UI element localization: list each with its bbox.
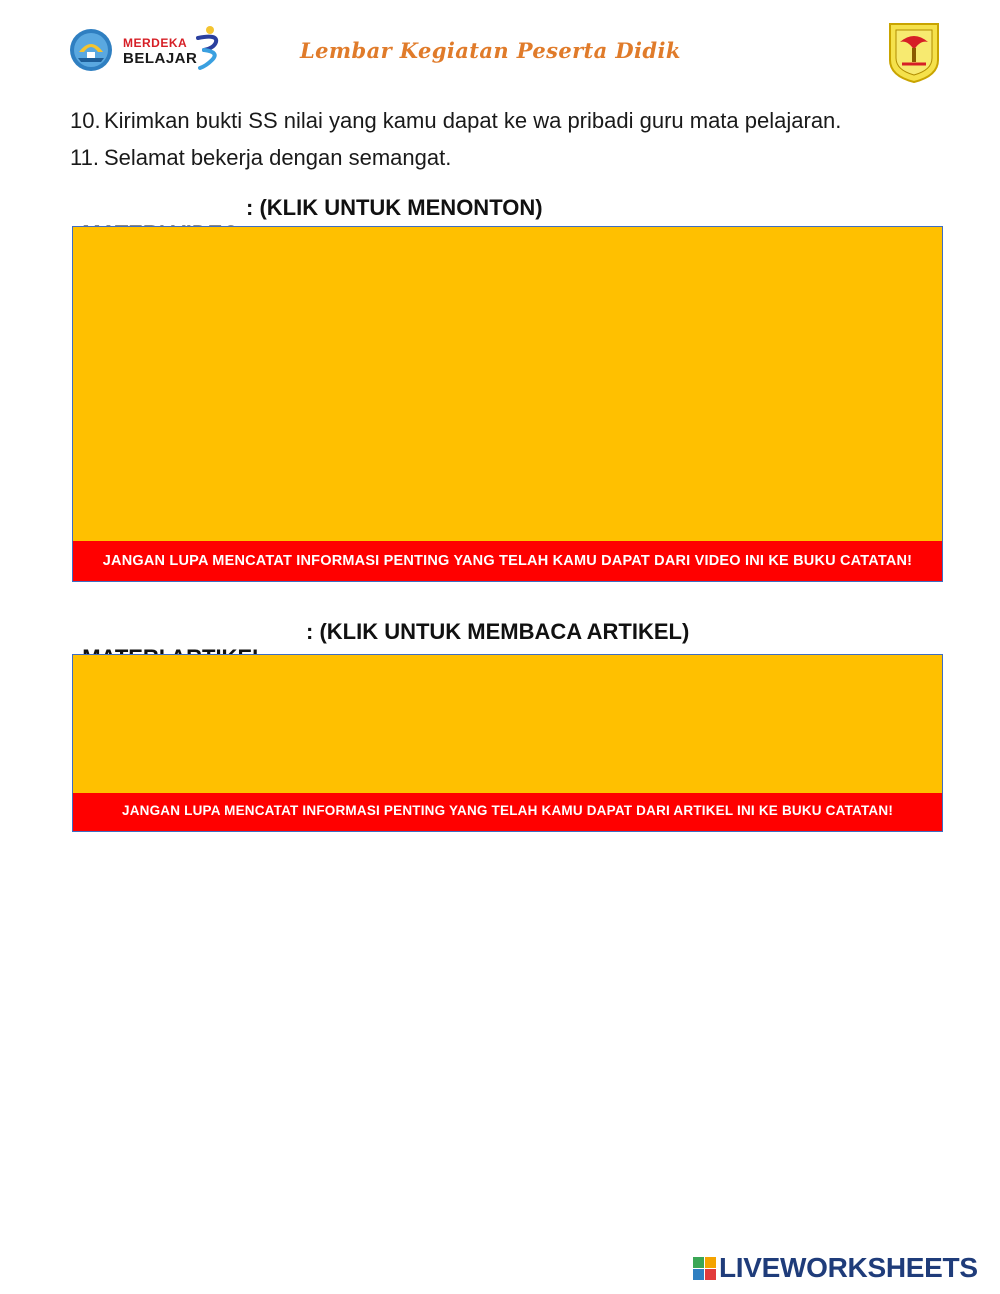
list-number: 11. [70, 145, 99, 170]
liveworksheets-icon [693, 1257, 716, 1280]
merdeka-text: MERDEKA [123, 36, 188, 50]
page-title: Lembar Kegiatan Peserta Didik [300, 38, 681, 63]
merdeka-belajar-wordmark [123, 36, 197, 66]
video-action-text: : (KLIK UNTUK MENONTON) [246, 195, 543, 220]
list-item [70, 139, 841, 176]
article-link-area[interactable] [72, 654, 943, 832]
list-item [70, 102, 841, 139]
list-text: Selamat bekerja dengan semangat. [104, 145, 452, 170]
video-reminder-banner: JANGAN LUPA MENCATAT INFORMASI PENTING YANG TELAH KAMU DAPAT DARI VIDEO INI KE BUKU CATATAN! [73, 541, 942, 581]
article-reminder-banner: JANGAN LUPA MENCATAT INFORMASI PENTING YANG TELAH KAMU DAPAT DARI ARTIKEL INI KE BUKU CATATAN! [73, 793, 942, 831]
list-number: 10. [70, 108, 101, 133]
instruction-list [70, 102, 841, 176]
merdeka-belajar-logo [190, 24, 226, 72]
list-text: Kirimkan bukti SS nilai yang kamu dapat ke wa pribadi guru mata pelajaran. [104, 108, 842, 133]
liveworksheets-wordmark: LIVEWORKSHEETS [719, 1252, 978, 1283]
article-action-text: : (KLIK UNTUK MEMBACA ARTIKEL) [306, 619, 690, 644]
kemdikbud-logo [68, 28, 114, 72]
liveworksheets-brand [693, 1252, 978, 1284]
video-embed-area[interactable] [72, 226, 943, 582]
school-emblem-icon [886, 20, 942, 84]
belajar-text: BELAJAR [123, 50, 198, 67]
